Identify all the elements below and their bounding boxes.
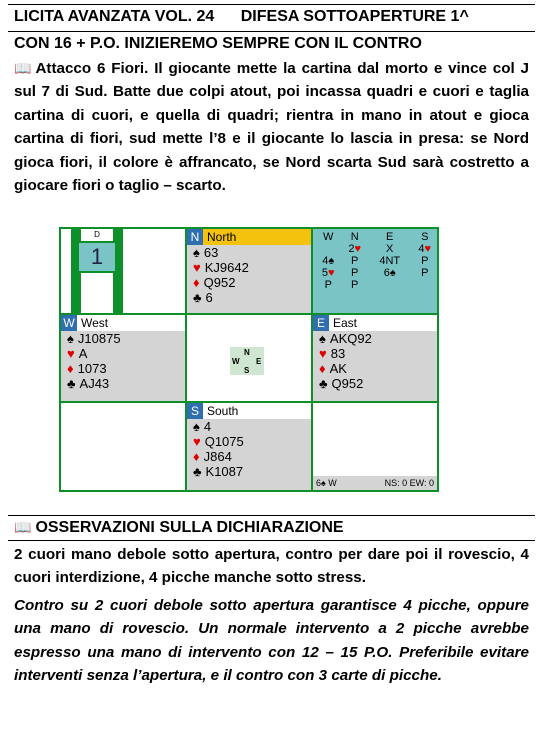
bid-cell: 4NT bbox=[379, 255, 401, 267]
compass-w: W bbox=[232, 357, 240, 366]
compass-e: E bbox=[256, 357, 262, 366]
result-cell bbox=[313, 403, 437, 490]
bid-cell bbox=[315, 243, 341, 255]
board-info-cell bbox=[61, 229, 185, 313]
observations-title: OSSERVAZIONI SULLA DICHIARAZIONE bbox=[35, 519, 344, 536]
top-rule bbox=[8, 4, 535, 5]
bidding-row bbox=[315, 243, 438, 255]
bidding-row bbox=[315, 267, 438, 279]
header-title: LICITA AVANZATA VOL. 24 bbox=[14, 8, 215, 25]
header-rule bbox=[8, 31, 535, 32]
compass-n: N bbox=[244, 348, 250, 357]
west-name: West bbox=[81, 316, 109, 330]
south-title bbox=[187, 403, 311, 419]
east-name: East bbox=[333, 316, 358, 330]
observations-paragraph-1: 2 cuori mano debole sotto apertura, contro per dare poi il rovescio, 4 cuori interdizione, 4 picche manche sotto stress. bbox=[14, 546, 529, 587]
bid-header: E bbox=[386, 231, 394, 243]
bid-cell bbox=[411, 279, 438, 291]
board-number-frame bbox=[71, 229, 123, 313]
west-hearts: ♥ A bbox=[61, 346, 185, 361]
east-clubs: ♣ Q952 bbox=[313, 376, 437, 391]
east-hearts: ♥ 83 bbox=[313, 346, 437, 361]
book-icon: 📖 bbox=[14, 519, 32, 535]
west-clubs: ♣ AJ43 bbox=[61, 376, 185, 391]
board-number: 1 bbox=[79, 243, 115, 271]
east-diamonds: ♦ AK bbox=[313, 361, 437, 376]
result-bar bbox=[313, 476, 437, 490]
header-line2: CON 16 + P.O. INIZIEREMO SEMPRE CON IL CONTRO bbox=[14, 35, 422, 52]
intro-paragraph bbox=[14, 57, 529, 197]
observations-top-rule bbox=[8, 515, 535, 516]
bid-cell: P bbox=[351, 279, 359, 291]
compass-s: S bbox=[244, 366, 250, 375]
bidding-header-row bbox=[315, 231, 438, 243]
header-title-line bbox=[14, 8, 469, 26]
bidding-row bbox=[315, 255, 438, 267]
observations-header bbox=[14, 519, 344, 537]
observations-bottom-rule bbox=[8, 540, 535, 541]
bid-cell: 2♥ bbox=[348, 243, 362, 255]
west-diamonds: ♦ 1073 bbox=[61, 361, 185, 376]
south-hand bbox=[187, 403, 311, 490]
bid-cell: 5♥ bbox=[321, 267, 335, 279]
book-icon: 📖 bbox=[14, 60, 32, 76]
bid-cell: 6♠ bbox=[383, 267, 396, 279]
north-seat: N bbox=[187, 229, 203, 245]
bid-header: N bbox=[350, 231, 359, 243]
north-title bbox=[187, 229, 311, 245]
north-name: North bbox=[207, 230, 237, 244]
east-spades: ♠ AKQ92 bbox=[313, 331, 437, 346]
bid-header: S bbox=[421, 231, 429, 243]
bid-cell bbox=[368, 279, 412, 291]
score-label: NS: 0 EW: 0 bbox=[384, 478, 434, 488]
bid-cell: P bbox=[324, 279, 332, 291]
south-spades: ♠ 4 bbox=[187, 419, 311, 434]
bid-cell: 4♠ bbox=[322, 255, 335, 267]
south-clubs: ♣ K1087 bbox=[187, 464, 311, 479]
south-name: South bbox=[207, 404, 239, 418]
east-title bbox=[313, 315, 437, 331]
board-number-fill bbox=[81, 273, 113, 313]
bid-cell: 4♥ bbox=[418, 243, 432, 255]
compass-cell bbox=[187, 315, 311, 401]
south-seat: S bbox=[187, 403, 203, 419]
north-diamonds: ♦ Q952 bbox=[187, 275, 311, 290]
observations-paragraph-2: Contro su 2 cuori debole sotto apertura garantisce 4 picche, oppure una mano di rovescio. Un normale intervento a 2 picche avrebbe espresso una mano di intervento con 12 – 15 P.O. Preferibile evitare interventi senza l’apertura, e il contro con 3 carte di picche. bbox=[14, 597, 529, 685]
bid-cell: P bbox=[351, 267, 359, 279]
bid-cell: X bbox=[386, 243, 394, 255]
bid-cell: P bbox=[421, 267, 429, 279]
contract-label: 6♠ W bbox=[316, 478, 337, 488]
bidding-box bbox=[313, 229, 437, 313]
north-clubs: ♣ 6 bbox=[187, 290, 311, 305]
bidding-table bbox=[315, 231, 438, 291]
bid-cell: P bbox=[351, 255, 359, 267]
header-subtitle: DIFESA SOTTOAPERTURE 1^ bbox=[240, 8, 469, 25]
east-hand bbox=[313, 315, 437, 401]
bid-cell: P bbox=[421, 255, 429, 267]
south-hearts: ♥ Q1075 bbox=[187, 434, 311, 449]
west-title bbox=[61, 315, 185, 331]
north-spades: ♠ 63 bbox=[187, 245, 311, 260]
bidding-row bbox=[315, 279, 438, 291]
south-diamonds: ♦ J864 bbox=[187, 449, 311, 464]
intro-text: Attacco 6 Fiori. Il giocante mette la cartina dal morto e vince col J sul 7 di Sud. Batte due colpi atout, poi incassa quadri e cuori e taglia cartina di cuori, e quella di quadri; rientra in mano in atout e gioca cartina di fiori, sud mette l’8 e il giocante lo lascia in presa: se Nord gioca fiori, il colore è affrancato, se Nord scarta Sud sarà costretto a giocare fiori o taglio – scarto. bbox=[14, 60, 529, 195]
west-seat: W bbox=[61, 315, 77, 331]
bridge-board bbox=[59, 227, 439, 492]
compass-icon bbox=[230, 347, 264, 375]
north-hearts: ♥ KJ9642 bbox=[187, 260, 311, 275]
bid-header: W bbox=[323, 231, 334, 243]
dealer-label: D bbox=[81, 229, 113, 241]
west-hand bbox=[61, 315, 185, 401]
north-hand bbox=[187, 229, 311, 313]
empty-cell bbox=[61, 403, 185, 490]
west-spades: ♠ J10875 bbox=[61, 331, 185, 346]
east-seat: E bbox=[313, 315, 329, 331]
